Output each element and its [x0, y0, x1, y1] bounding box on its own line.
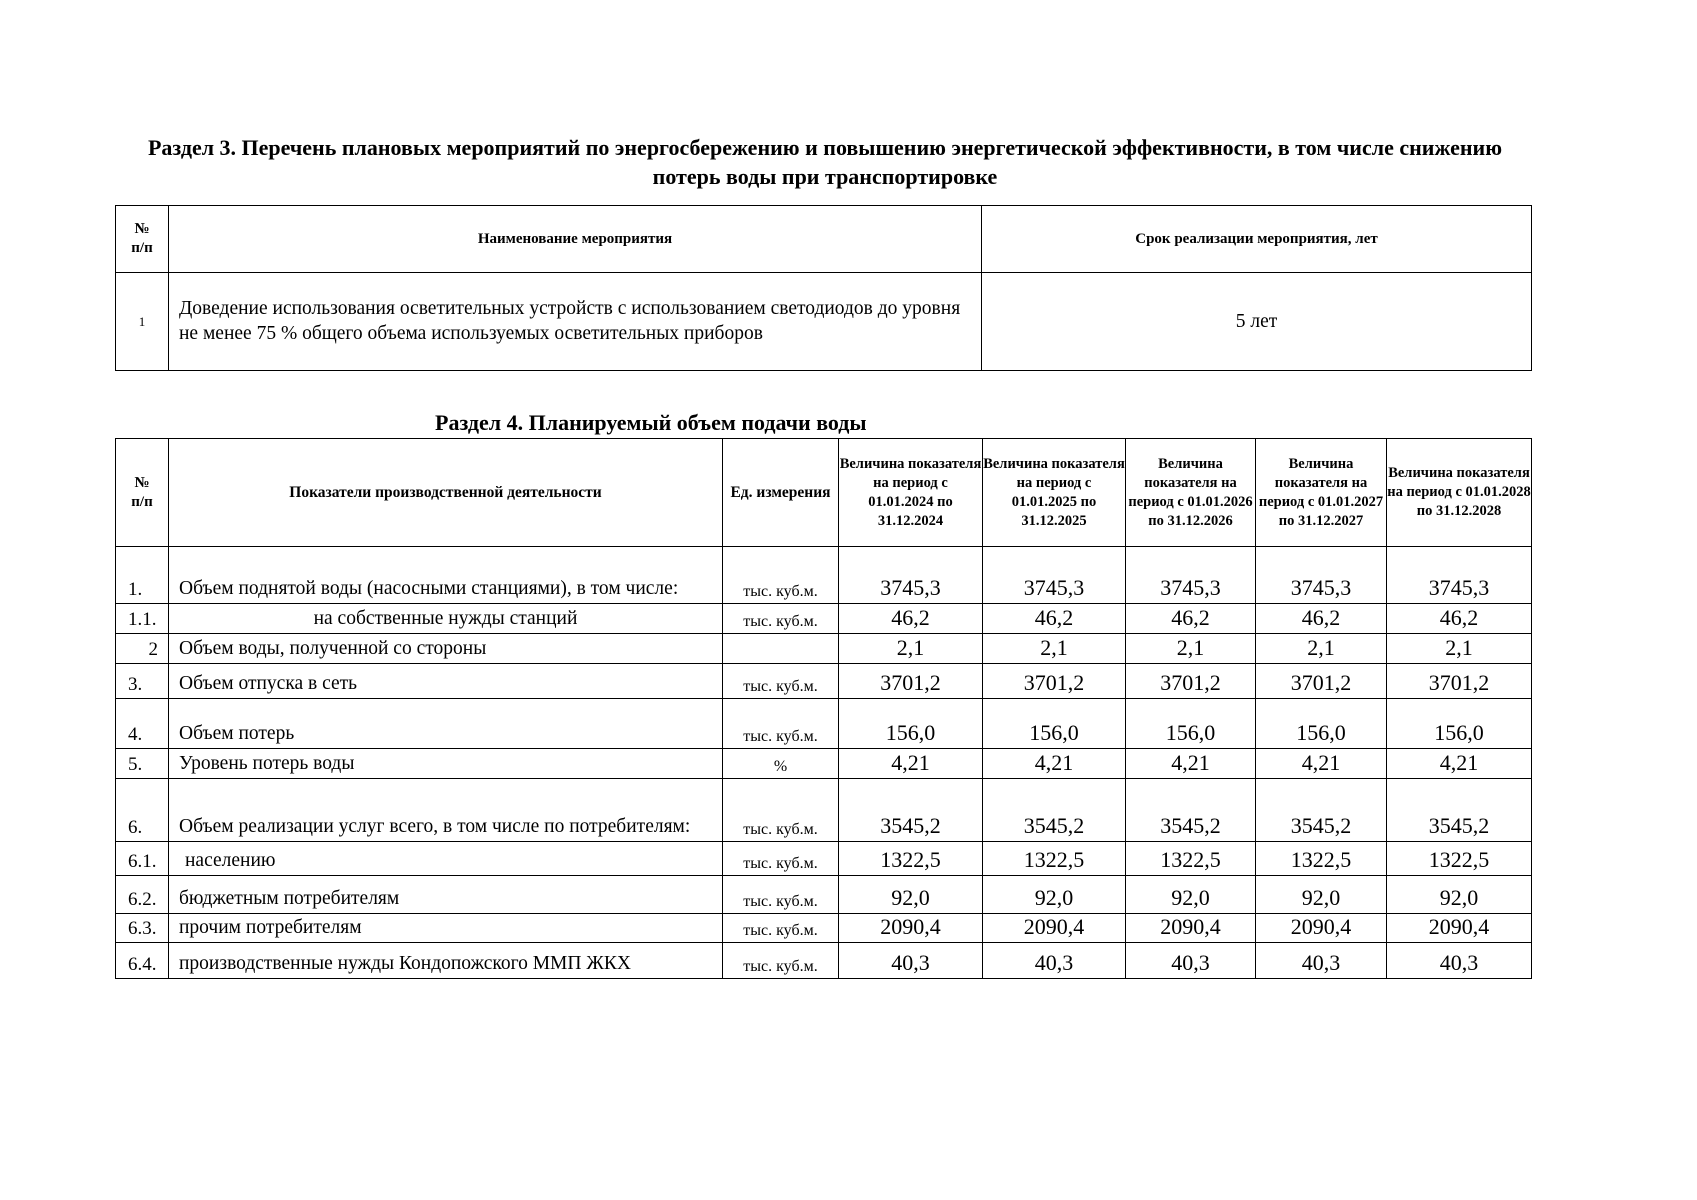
row-num: 4.: [116, 699, 169, 749]
table-row: [116, 547, 1532, 604]
value-2025: 156,0: [983, 699, 1126, 749]
row-num: 6.4.: [116, 943, 169, 979]
header-num: № п/п: [116, 439, 169, 547]
unit: тыс. куб.м.: [723, 604, 839, 634]
table-row: [116, 876, 1532, 914]
row-num: 2: [116, 634, 169, 664]
value-2028: 3701,2: [1387, 664, 1532, 699]
value-2027: 156,0: [1256, 699, 1387, 749]
value-2026: 4,21: [1126, 749, 1256, 779]
value-2027: 2090,4: [1256, 914, 1387, 943]
value-2024: 92,0: [839, 876, 983, 914]
value-2027: 1322,5: [1256, 842, 1387, 876]
unit: [723, 634, 839, 664]
indicator-name: Уровень потерь воды: [169, 749, 723, 779]
value-2024: 156,0: [839, 699, 983, 749]
value-2024: 3745,3: [839, 547, 983, 604]
value-2025: 2090,4: [983, 914, 1126, 943]
value-2028: 156,0: [1387, 699, 1532, 749]
value-2026: 92,0: [1126, 876, 1256, 914]
value-2027: 46,2: [1256, 604, 1387, 634]
value-2025: 4,21: [983, 749, 1126, 779]
section4-header-row: [116, 439, 1532, 547]
value-2028: 2,1: [1387, 634, 1532, 664]
section4-title: Раздел 4. Планируемый объем подачи воды: [435, 410, 867, 435]
indicator-name: Объем отпуска в сеть: [169, 664, 723, 699]
value-2025: 40,3: [983, 943, 1126, 979]
table-row: [116, 699, 1532, 749]
indicator-name: производственные нужды Кондопожского ММП ЖКХ: [169, 943, 723, 979]
row-num: 6.1.: [116, 842, 169, 876]
table-row: [116, 604, 1532, 634]
row-num: 6.3.: [116, 914, 169, 943]
unit: тыс. куб.м.: [723, 664, 839, 699]
value-2028: 92,0: [1387, 876, 1532, 914]
row-num: 6.: [116, 779, 169, 842]
value-2027: 3701,2: [1256, 664, 1387, 699]
value-2025: 46,2: [983, 604, 1126, 634]
indicator-name: Объем реализации услуг всего, в том числе по потребителям:: [169, 779, 723, 842]
value-2026: 156,0: [1126, 699, 1256, 749]
value-2024: 3545,2: [839, 779, 983, 842]
value-2027: 4,21: [1256, 749, 1387, 779]
row-num: 1.: [116, 547, 169, 604]
header-num: № п/п: [116, 206, 169, 273]
value-2026: 3545,2: [1126, 779, 1256, 842]
unit: тыс. куб.м.: [723, 842, 839, 876]
value-2028: 2090,4: [1387, 914, 1532, 943]
indicator-name: Объем поднятой воды (насосными станциями), в том числе:: [169, 547, 723, 604]
indicator-name: Объем потерь: [169, 699, 723, 749]
unit: тыс. куб.м.: [723, 943, 839, 979]
value-2026: 2,1: [1126, 634, 1256, 664]
unit: тыс. куб.м.: [723, 699, 839, 749]
indicator-name: Объем воды, полученной со стороны: [169, 634, 723, 664]
value-2024: 4,21: [839, 749, 983, 779]
table-row: [116, 273, 1532, 371]
unit: тыс. куб.м.: [723, 876, 839, 914]
value-2025: 3545,2: [983, 779, 1126, 842]
unit: тыс. куб.м.: [723, 547, 839, 604]
section3-title: Раздел 3. Перечень плановых мероприятий по энергосбережению и повышению энергетической эффективности, в том числе снижению потерь воды при транспортировке: [147, 135, 1503, 189]
table-row: [116, 749, 1532, 779]
indicator-name: бюджетным потребителям: [169, 876, 723, 914]
row-num: 5.: [116, 749, 169, 779]
value-2024: 1322,5: [839, 842, 983, 876]
header-activity-name: Наименование мероприятия: [169, 206, 982, 273]
value-2028: 3545,2: [1387, 779, 1532, 842]
value-2027: 3745,3: [1256, 547, 1387, 604]
value-2024: 2,1: [839, 634, 983, 664]
row-num: 1: [116, 273, 169, 371]
table-row: [116, 914, 1532, 943]
section3-header-row: [116, 206, 1532, 273]
value-2027: 2,1: [1256, 634, 1387, 664]
value-2028: 4,21: [1387, 749, 1532, 779]
value-2028: 3745,3: [1387, 547, 1532, 604]
value-2024: 3701,2: [839, 664, 983, 699]
table-row: [116, 943, 1532, 979]
value-2027: 3545,2: [1256, 779, 1387, 842]
table-row: [116, 779, 1532, 842]
header-period-2025: Величина показателя на период с 01.01.2025 по 31.12.2025: [983, 439, 1126, 547]
unit: тыс. куб.м.: [723, 914, 839, 943]
row-num: 3.: [116, 664, 169, 699]
value-2026: 1322,5: [1126, 842, 1256, 876]
header-term: Срок реализации мероприятия, лет: [982, 206, 1532, 273]
value-2026: 3701,2: [1126, 664, 1256, 699]
table-row: [116, 634, 1532, 664]
value-2025: 92,0: [983, 876, 1126, 914]
activity-name: Доведение использования осветительных устройств с использованием светодиодов до уровня не менее 75 % общего объема используемых осветительных приборов: [169, 273, 982, 371]
value-2028: 46,2: [1387, 604, 1532, 634]
unit: тыс. куб.м.: [723, 779, 839, 842]
value-2025: 3745,3: [983, 547, 1126, 604]
value-2025: 2,1: [983, 634, 1126, 664]
row-num: 1.1.: [116, 604, 169, 634]
section4-table: [115, 438, 1532, 979]
indicator-name: прочим потребителям: [169, 914, 723, 943]
unit: %: [723, 749, 839, 779]
indicator-name: на собственные нужды станций: [169, 604, 723, 634]
table-row: [116, 842, 1532, 876]
activity-term: 5 лет: [982, 273, 1532, 371]
value-2026: 46,2: [1126, 604, 1256, 634]
row-num: 6.2.: [116, 876, 169, 914]
value-2026: 2090,4: [1126, 914, 1256, 943]
value-2024: 2090,4: [839, 914, 983, 943]
value-2027: 40,3: [1256, 943, 1387, 979]
value-2026: 40,3: [1126, 943, 1256, 979]
section3-table: [115, 205, 1532, 371]
header-period-2028: Величина показателя на период с 01.01.2028 по 31.12.2028: [1387, 439, 1532, 547]
header-period-2024: Величина показателя на период с 01.01.2024 по 31.12.2024: [839, 439, 983, 547]
value-2025: 1322,5: [983, 842, 1126, 876]
header-indicator: Показатели производственной деятельности: [169, 439, 723, 547]
value-2024: 40,3: [839, 943, 983, 979]
value-2028: 1322,5: [1387, 842, 1532, 876]
value-2024: 46,2: [839, 604, 983, 634]
value-2026: 3745,3: [1126, 547, 1256, 604]
header-period-2027: Величина показателя на период с 01.01.2027 по 31.12.2027: [1256, 439, 1387, 547]
indicator-name: населению: [169, 842, 723, 876]
value-2025: 3701,2: [983, 664, 1126, 699]
header-unit: Ед. измерения: [723, 439, 839, 547]
value-2028: 40,3: [1387, 943, 1532, 979]
value-2027: 92,0: [1256, 876, 1387, 914]
header-period-2026: Величина показателя на период с 01.01.2026 по 31.12.2026: [1126, 439, 1256, 547]
table-row: [116, 664, 1532, 699]
